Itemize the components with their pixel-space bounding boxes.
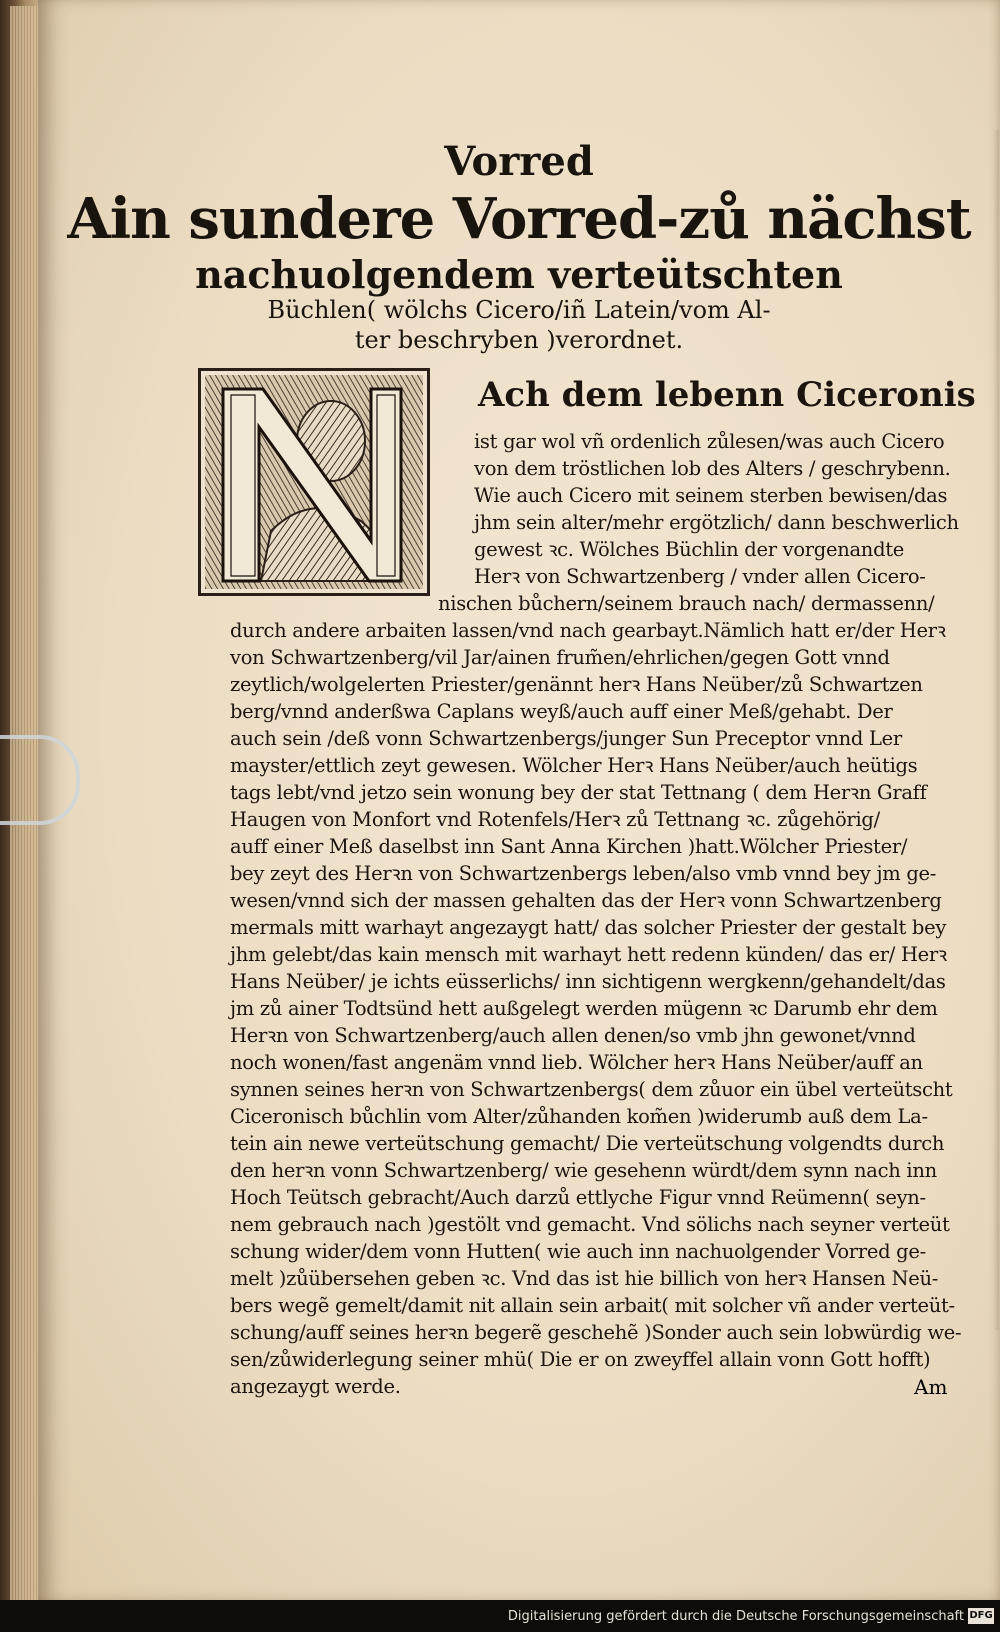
text-line: nischen bůchern/seinem brauch nach/ dermassenn/	[438, 592, 935, 615]
text-line: noch wonen/fast angenäm vnnd lieb. Wölcher herꝛ Hans Neüber/auff an	[230, 1051, 923, 1074]
body-text	[38, 0, 1000, 1600]
text-line: schung/auff seines herꝛn begerẽ geschehẽ )Sonder auch sein lobwürdig we-	[230, 1321, 962, 1344]
text-line: Herꝛn von Schwartzenberg/auch allen denen/so vmb jhn gewonet/vnnd	[230, 1024, 916, 1047]
text-line: zeytlich/wolgelerten Priester/genännt herꝛ Hans Neüber/zů Schwartzen	[230, 673, 923, 696]
title-line-4: ter beschryben )verordnet.	[354, 326, 684, 354]
footer-bar	[0, 1600, 1000, 1632]
text-line: tein ain newe verteütschung gemacht/ Die verteütschung volgendts durch	[230, 1132, 945, 1155]
text-line: durch andere arbaiten lassen/vnd nach gearbayt.Nämlich hatt er/der Herꝛ	[230, 619, 946, 642]
title-line-3: Büchlen( wölchs Cicero/iñ Latein/vom Al-	[267, 296, 771, 324]
text-line: Wie auch Cicero mit seinem sterben bewisen/das	[474, 484, 948, 507]
text-line: synnen seines herꝛn von Schwartzenbergs( dem zůuor ein übel verteütscht	[230, 1078, 953, 1101]
text-line: gewest ꝛc. Wölches Büchlin der vorgenandte	[474, 538, 905, 561]
text-line: den herꝛn vonn Schwartzenberg/ wie gesehenn würdt/dem synn nach inn	[230, 1159, 937, 1182]
heading-vorred: Vorred	[444, 138, 594, 185]
text-line: wesen/vnnd sich der massen gehalten das der Herꝛ vonn Schwartzenberg	[230, 889, 942, 912]
book-page	[38, 0, 1000, 1600]
text-line: Hoch Teütsch gebracht/Auch darzů ettlyche Figur vnnd Reümenn( seyn-	[230, 1186, 926, 1209]
dfg-logo-icon: DFG	[968, 1608, 994, 1624]
text-line: nem gebrauch nach )gestölt vnd gemacht. Vnd sölichs nach seyner verteüt	[230, 1213, 950, 1236]
text-line: bey zeyt des Herꝛn von Schwartzenbergs leben/also vmb vnnd bey jm ge-	[230, 862, 937, 885]
text-line: bers wegẽ gemelt/damit nit allain sein arbait( mit solcher vñ ander verteüt-	[230, 1294, 955, 1317]
text-line: Ciceronisch bůchlin vom Alter/zůhanden kom̃en )widerumb auß dem La-	[230, 1105, 928, 1128]
page-subtitle: nachuolgendem verteütschten	[195, 252, 843, 297]
text-line: berg/vnnd anderßwa Caplans weyß/auch auff einer Meß/gehabt. Der	[230, 700, 893, 723]
text-line: angezaygt werde.	[230, 1375, 401, 1398]
text-line: von dem tröstlichen lob des Alters / geschrybenn.	[474, 457, 951, 480]
text-line: mermals mitt warhayt angezaygt hatt/ das solcher Priester der gestalt bey	[230, 916, 947, 939]
footer-credit: Digitalisierung gefördert durch die Deutsche Forschungsgemeinschaft	[507, 1609, 964, 1624]
catchword: Am	[914, 1375, 948, 1399]
text-line: jhm sein alter/mehr ergötzlich/ dann beschwerlich	[474, 511, 959, 534]
page-title: Ain sundere Vorred-zů nächst	[67, 186, 971, 252]
text-line: jhm gelebt/das kain mensch mit warhayt hett redenn künden/ das er/ Herꝛ	[230, 943, 947, 966]
text-line: ist gar wol vñ ordenlich zůlesen/was auch Cicero	[474, 430, 945, 453]
text-line: Hans Neüber/ je ichts eüsserlichs/ inn sichtigenn wergkenn/gehandelt/das	[230, 970, 946, 993]
text-line: schung wider/dem vonn Hutten( wie auch inn nachuolgender Vorred ge-	[230, 1240, 926, 1263]
text-line: Ach dem lebenn Ciceronis	[478, 375, 976, 415]
text-line: jm zů ainer Todtsünd hett außgelegt werden mügenn ꝛc Darumb ehr dem	[230, 997, 938, 1020]
text-line: melt )zůübersehen geben ꝛc. Vnd das ist hie billich von herꝛ Hansen Neü-	[230, 1267, 938, 1290]
text-line: auch sein /deß vonn Schwartzenbergs/junger Sun Preceptor vnnd Ler	[230, 727, 902, 750]
text-line: mayster/ettlich zeyt gewesen. Wölcher Herꝛ Hans Neüber/auch heütigs	[230, 754, 918, 777]
text-line: von Schwartzenberg/vil Jar/ainen frum̃en/ehrlichen/gegen Gott vnnd	[230, 646, 890, 669]
text-line: tags lebt/vnd jetzo sein wonung bey der stat Tettnang ( dem Herꝛn Graff	[230, 781, 927, 804]
text-line: Herꝛ von Schwartzenberg / vnder allen Cicero-	[474, 565, 926, 588]
page-clip	[0, 735, 80, 825]
text-line: Haugen von Monfort vnd Rotenfels/Herꝛ zů Tettnang ꝛc. zůgehörig/	[230, 808, 880, 831]
text-line: auff einer Meß daselbst inn Sant Anna Kirchen )hatt.Wölcher Priester/	[230, 835, 908, 858]
text-line: sen/zůwiderlegung seiner mhü( Die er on zweyffel allain vonn Gott hofft)	[230, 1348, 931, 1371]
